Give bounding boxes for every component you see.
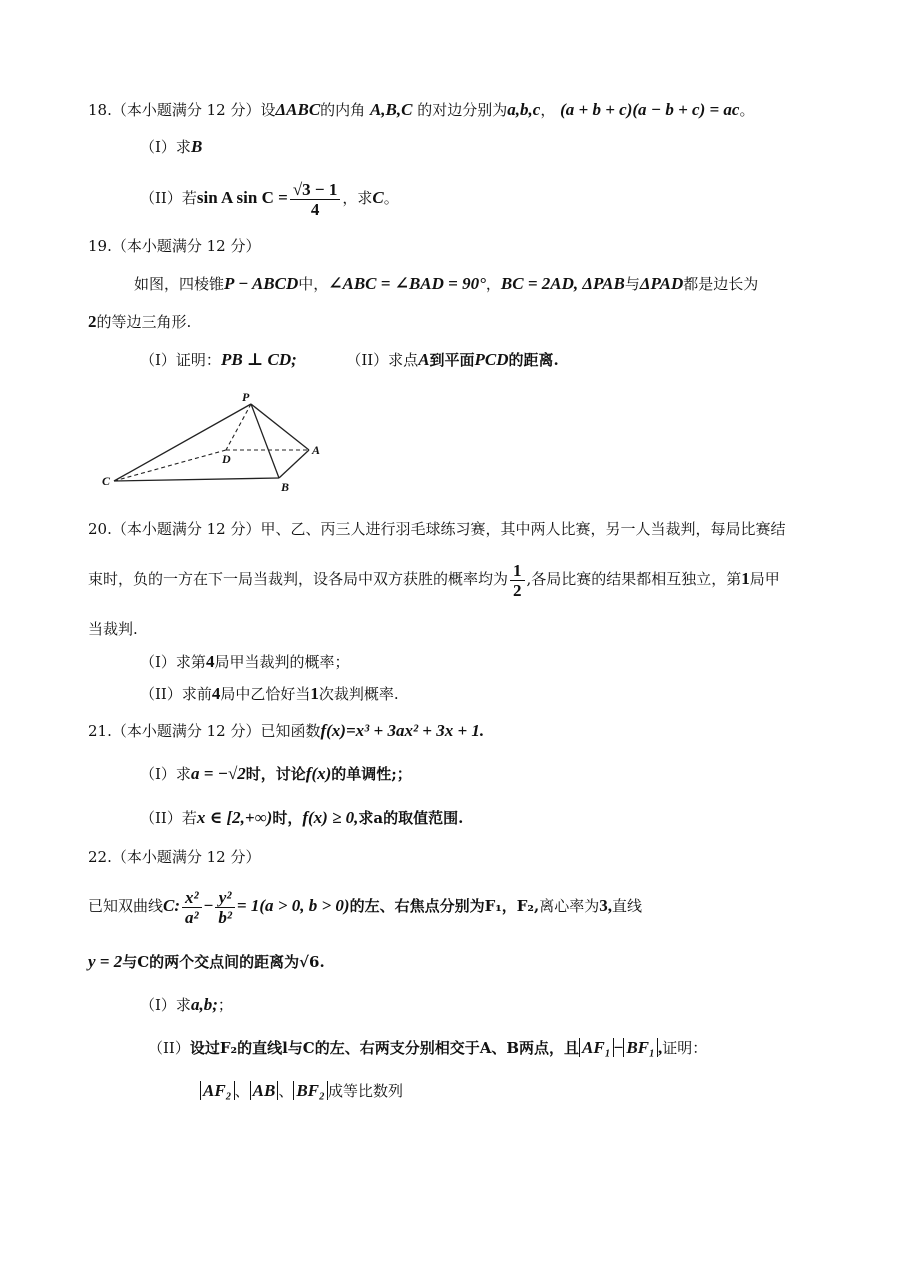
q18-text2: 的对边分别为 (417, 101, 508, 119)
q18-fraction (290, 180, 341, 219)
q20-part1 (140, 652, 349, 672)
q18-part2-var: C (372, 188, 384, 207)
q22-part2-label: （II） (148, 1039, 190, 1057)
q18-condition: (a + b + c)(a − b + c) = ac (560, 100, 740, 119)
q18-stem (88, 100, 755, 120)
q22-part1-math: a,b; (190, 995, 218, 1014)
q19-header: 19.（本小题满分 12 分） (88, 237, 261, 255)
q19-part1-label: （I）证明： (140, 351, 221, 369)
q19-part2-end: 的距离. (508, 351, 559, 369)
q21-part2-end: 求a的取值范围. (358, 809, 464, 827)
q22-part2-minus: − (613, 1038, 624, 1057)
q22-line1 (88, 880, 642, 932)
label-B: B (281, 480, 290, 492)
q18-angles: A,B,C (369, 100, 413, 119)
q18-part2-tail: ，求 (342, 189, 373, 207)
q21-part1-label: （I）求 (140, 765, 191, 783)
q19-part2-label: （II）求点 (346, 351, 419, 369)
q18-part1-label: （I）求 (140, 138, 191, 156)
q19-part2-point: A (418, 350, 430, 369)
q22-frac-y-num: y² (215, 888, 235, 908)
q19-text-e: 都是边长为 (683, 275, 759, 293)
q21-part1-end: 的单调性;； (331, 765, 412, 783)
q22-text-a: 已知双曲线 (88, 897, 164, 915)
q19-parts (140, 350, 559, 370)
q22-sep2: 、 (278, 1082, 294, 1100)
q19-tri2: ΔPAD (639, 274, 684, 293)
q18-frac-den: 4 (310, 199, 320, 219)
q21-part1-math: a = −√2 (190, 764, 246, 783)
q22-header: 22.（本小题满分 12 分） (88, 848, 261, 866)
q20-part2-label: （II）求前 (140, 685, 212, 703)
q22-frac-y-den: b² (218, 907, 232, 927)
q22-foci-text: 的左、右焦点分别为F₁，F₂, (349, 897, 540, 915)
q18-part1-var: B (190, 137, 203, 156)
label-A: A (312, 443, 321, 457)
q22-abs-af2: AF₂ (200, 1081, 235, 1100)
q18-part2-end: 。 (383, 189, 399, 207)
q20-part2-num: 4 (211, 684, 221, 703)
q22-frac-x (182, 888, 202, 927)
label-D: D (222, 452, 231, 466)
q20-line2 (88, 553, 780, 605)
edge-CB (114, 478, 279, 481)
q22-sep1: 、 (234, 1082, 250, 1100)
q20-part1-label: （I）求第 (140, 653, 206, 671)
q22-minus: − (203, 896, 214, 915)
pyramid-figure (96, 388, 336, 492)
q20-text-a: 束时，负的一方在下一局当裁判，设各局中双方获胜的概率均为 (88, 570, 509, 588)
q20-part2 (140, 684, 399, 704)
q19-text-d: 与 (624, 275, 640, 293)
q22-part1-end: ； (217, 996, 233, 1014)
q19-text-c: ， (485, 275, 501, 293)
q22-abs-bf1: BF₁ (623, 1038, 658, 1057)
q22-curve-name: C: (163, 896, 181, 915)
q19-line1 (134, 274, 758, 294)
q19-cond: BC = 2AD, ΔPAB (500, 274, 625, 293)
q20-part2-text1: 局中乙恰好当 (220, 685, 311, 703)
q20-part2-num2: 1 (310, 684, 319, 703)
label-P: P (242, 390, 250, 404)
q21-header (88, 721, 484, 741)
q19-text-a: 如图，四棱锥 (134, 275, 225, 293)
q22-equation: = 1(a > 0, b > 0) (236, 896, 350, 915)
q22-line2-text: 与C的两个交点间的距离为√6. (122, 953, 325, 971)
q22-abs-ab: AB (250, 1081, 279, 1100)
q21-header-text: 21.（本小题满分 12 分）已知函数 (88, 722, 321, 740)
q22-line2 (88, 952, 325, 972)
q18-part2 (140, 172, 399, 224)
q22-part2-text: 设过F₂的直线l与C的左、右两支分别相交于A、B两点，且 (189, 1039, 580, 1057)
q22-abs-bf2: BF₂ (293, 1081, 328, 1100)
q20-num: 1 (741, 569, 750, 588)
q18-comma: ， (540, 101, 556, 119)
q20-frac-num: 1 (510, 561, 525, 581)
q20-line1: 20.（本小题满分 12 分）甲、乙、丙三人进行羽毛球练习赛，其中两人比赛，另一人当裁判，每局比赛结 (88, 520, 786, 538)
q20-part1-num: 4 (205, 652, 215, 671)
q20-part2-text2: 次裁判概率. (318, 685, 399, 703)
q22-frac-x-den: a² (185, 907, 199, 927)
q22-part2 (148, 1038, 707, 1058)
q22-part3-end: 成等比数列 (327, 1082, 403, 1100)
q21-part2-cond: f(x) ≥ 0, (302, 808, 359, 827)
q20-part1-text: 局甲当裁判的概率； (214, 653, 350, 671)
q20-line3: 当裁判. (88, 620, 138, 638)
q19-part2-plane: PCD (474, 350, 509, 369)
q19-text-b: 中， (298, 275, 329, 293)
edge-CD (114, 450, 226, 481)
q20-frac-den: 2 (513, 580, 522, 600)
q21-part2-label: （II）若 (140, 809, 197, 827)
q19-part1-math: PB ⊥ CD; (220, 350, 297, 369)
q22-ecc-text: 离心率为 (539, 897, 600, 915)
q22-frac-x-num: x² (182, 888, 202, 908)
q21-function: f(x)=x³ + 3ax² + 3x + 1. (320, 721, 485, 740)
q19-angles: ∠ABC = ∠BAD = 90° (328, 274, 486, 293)
q19-line2 (88, 312, 191, 332)
q22-frac-y (215, 888, 235, 927)
q22-part2-comma: , (657, 1038, 663, 1057)
q20-text-b: ,各局比赛的结果都相互独立，第 (526, 570, 742, 588)
q18-sides: a,b,c (507, 100, 541, 119)
q18-part2-label: （II）若 (140, 189, 197, 207)
edge-BA (279, 450, 309, 478)
q20-text-c: 局甲 (749, 570, 780, 588)
q18-frac-num: √3 − 1 (290, 180, 341, 200)
q21-part2-text: 时， (272, 809, 303, 827)
q18-part2-lhs: sin A sin C = (196, 188, 288, 207)
q21-part1 (140, 764, 412, 784)
q18-end: 。 (739, 101, 755, 119)
q22-part3 (200, 1081, 403, 1101)
q22-line-eq: y = 2 (88, 952, 123, 971)
q19-part2-text: 到平面 (429, 351, 475, 369)
q21-part1-func: f(x) (305, 764, 332, 783)
q18-text: 的内角 (320, 101, 366, 119)
label-C: C (102, 474, 111, 488)
q22-line-text: 直线 (612, 897, 643, 915)
q18-part1 (140, 137, 202, 157)
q18-header: 18.（本小题满分 12 分）设 (88, 101, 276, 119)
q18-triangle: ΔABC (275, 100, 321, 119)
q22-abs-af1: AF₁ (579, 1038, 614, 1057)
q19-num: 2 (88, 312, 97, 331)
q21-part1-text: 时，讨论 (245, 765, 306, 783)
q22-ecc-value: 3, (599, 896, 612, 915)
q19-line2-text: 的等边三角形. (96, 313, 192, 331)
q21-part2 (140, 808, 463, 828)
q19-pyramid: P − ABCD (224, 274, 299, 293)
q20-fraction (510, 561, 525, 600)
q22-part2-end: 证明： (662, 1039, 708, 1057)
q22-part1 (140, 995, 233, 1015)
q22-part1-label: （I）求 (140, 996, 191, 1014)
q21-part2-math: x ∈ [2,+∞) (196, 808, 273, 827)
